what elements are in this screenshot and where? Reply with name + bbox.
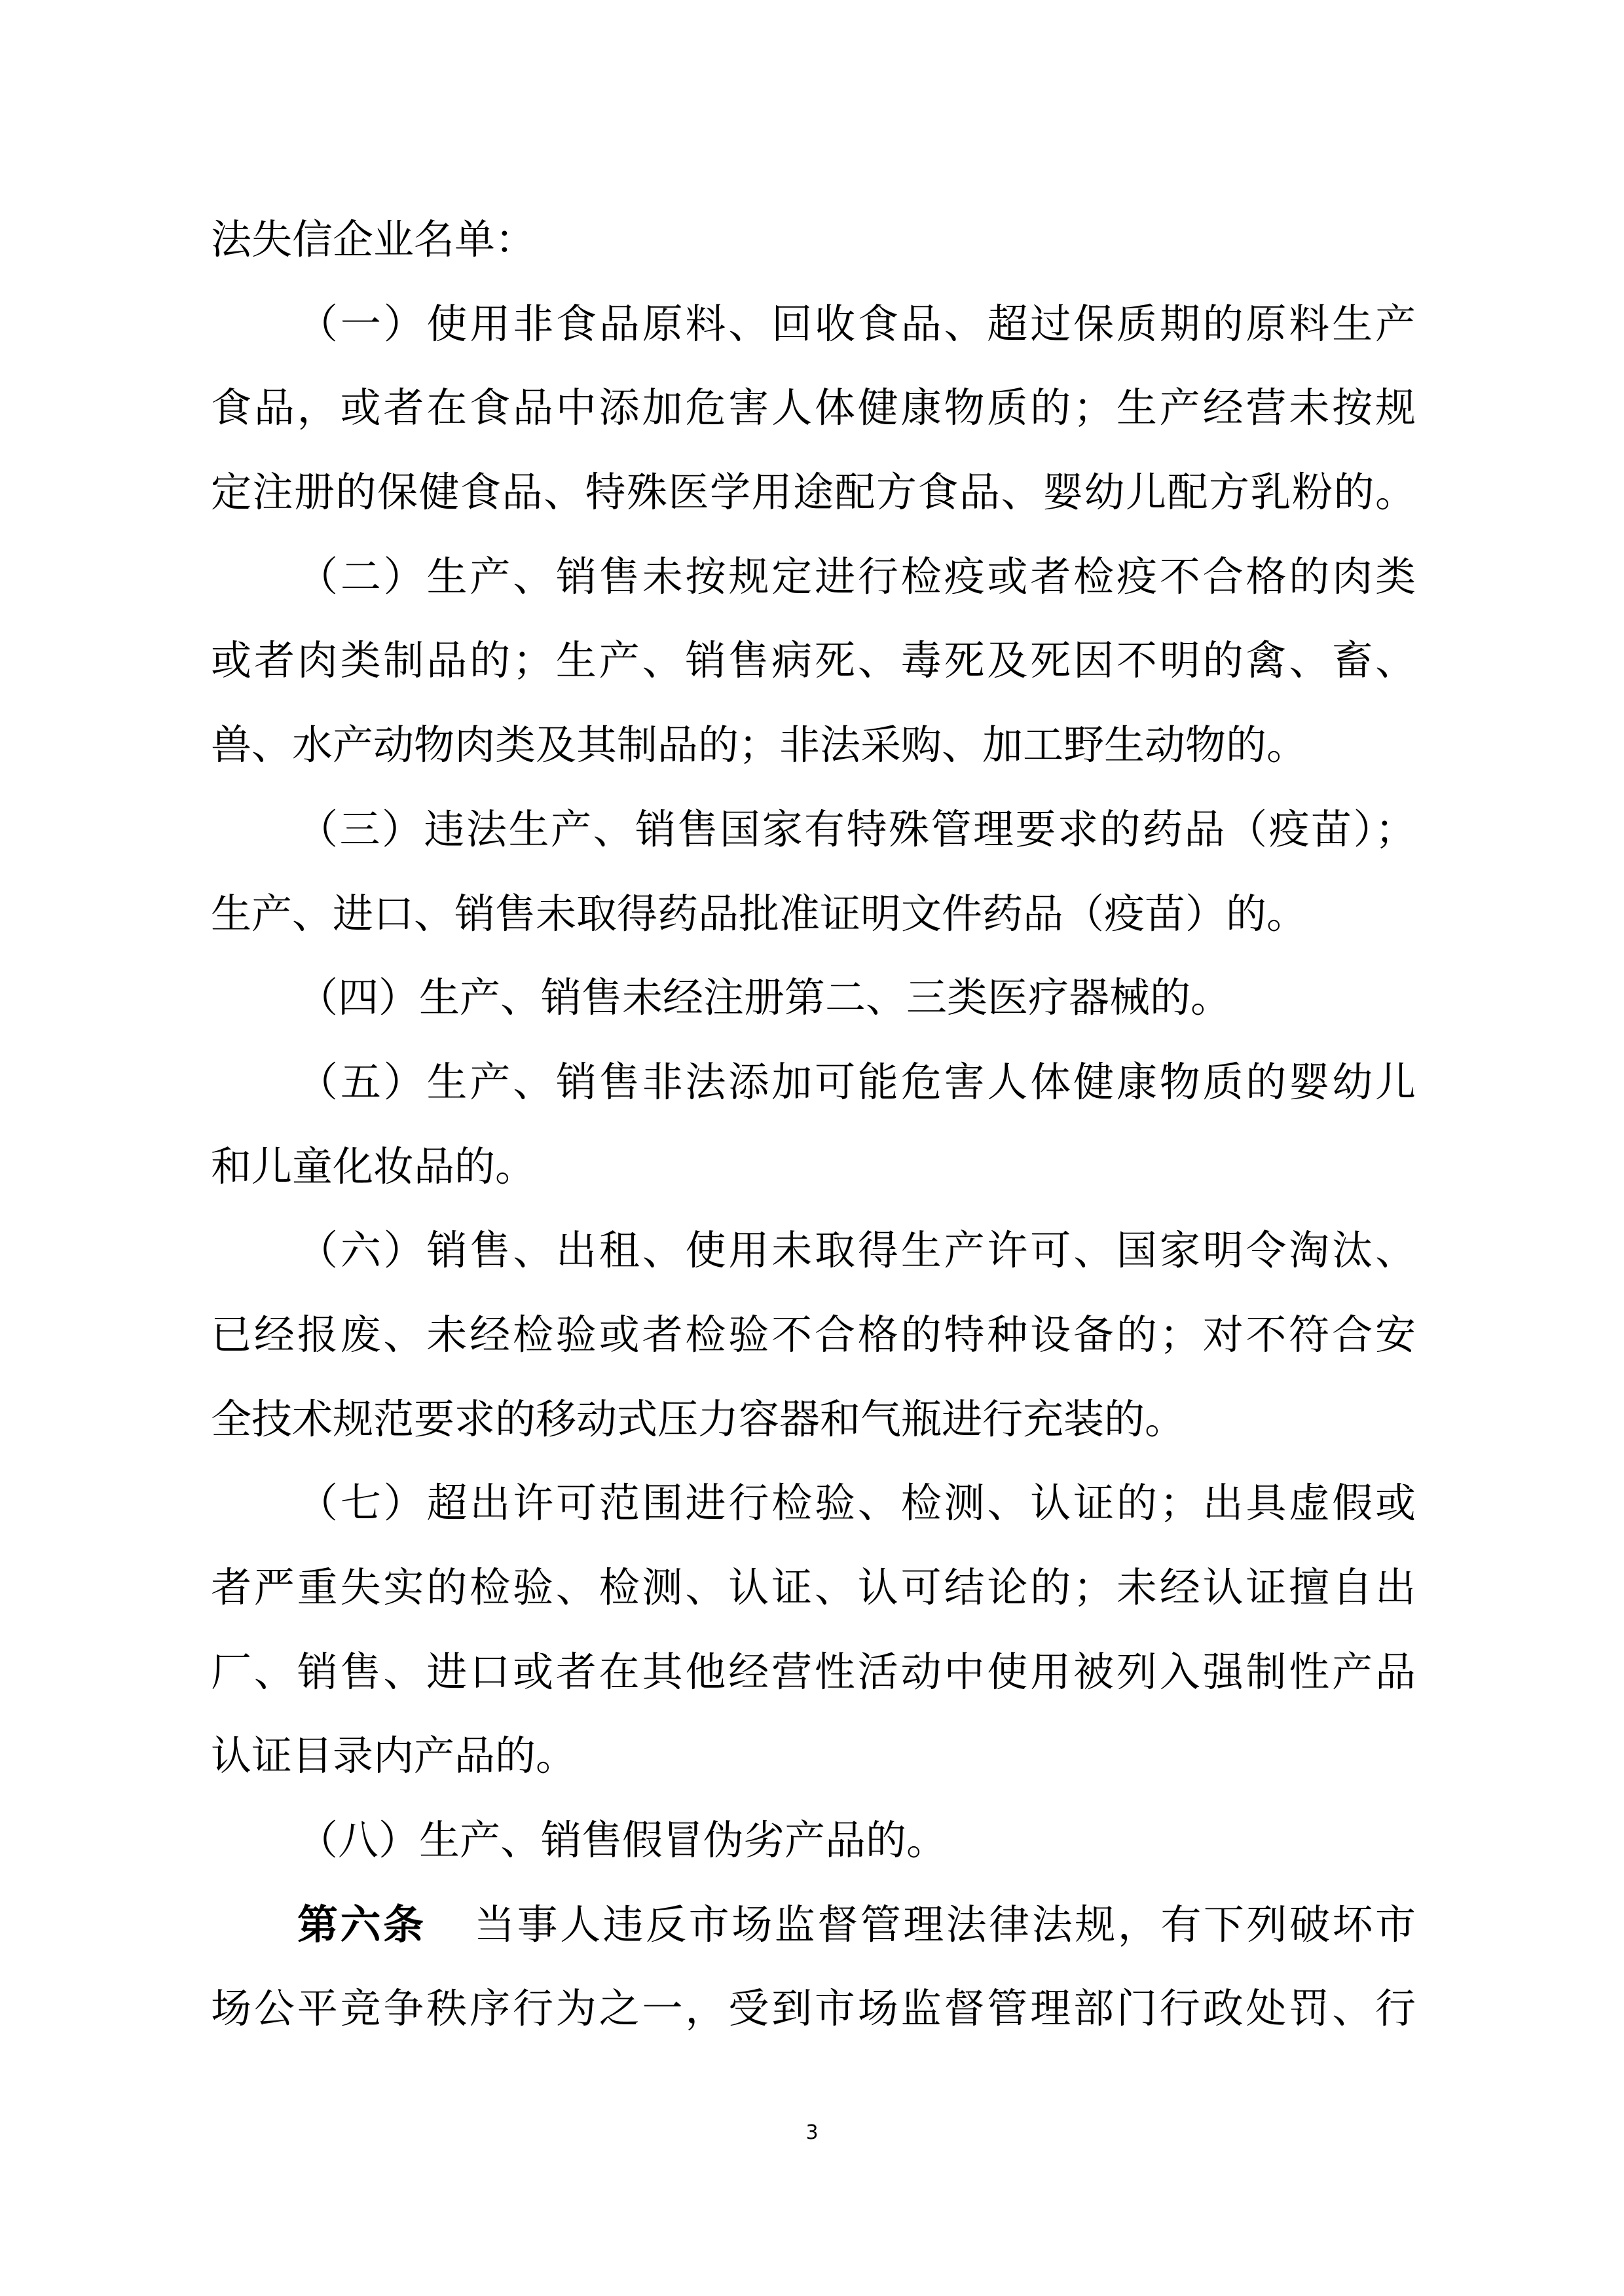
text-line: 全技术规范要求的移动式压力容器和气瓶进行充装的。 xyxy=(211,1394,1186,1443)
article-text: 当事人违反市场监督管理法律法规，有下列破坏市 xyxy=(471,1900,1416,1948)
text-line: （五）生产、销售非法添加可能危害人体健康物质的婴幼儿 xyxy=(297,1057,1416,1106)
text-line: 已经报废、未经检验或者检验不合格的特种设备的；对不符合安 xyxy=(211,1310,1416,1358)
text-line: 定注册的保健食品、特殊医学用途配方食品、婴幼儿配方乳粉的。 xyxy=(211,468,1416,517)
text-line: （四）生产、销售未经注册第二、三类医疗器械的。 xyxy=(297,974,1232,1022)
text-line: （一）使用非食品原料、回收食品、超过保质期的原料生产 xyxy=(297,299,1416,348)
text-line: 生产、进口、销售未取得药品批准证明文件药品（疫苗）的。 xyxy=(211,889,1308,938)
text-line: （八）生产、销售假冒伪劣产品的。 xyxy=(297,1816,948,1865)
text-line: 者严重失实的检验、检测、认证、认可结论的；未经认证擅自出 xyxy=(211,1563,1416,1611)
article-six-line xyxy=(211,1893,1416,1978)
text-line: （七）超出许可范围进行检验、检测、认证的；出具虚假或 xyxy=(297,1479,1416,1527)
text-line: 或者肉类制品的；生产、销售病死、毒死及死因不明的禽、畜、 xyxy=(211,636,1416,685)
article-label: 第六条 xyxy=(297,1900,426,1948)
text-line: 场公平竞争秩序行为之一，受到市场监督管理部门行政处罚、行 xyxy=(211,1984,1416,2033)
text-line: 法失信企业名单： xyxy=(211,215,536,263)
document-body xyxy=(211,208,1416,2062)
text-line: 厂、销售、进口或者在其他经营性活动中使用被列入强制性产品 xyxy=(211,1647,1416,1696)
text-line: （六）销售、出租、使用未取得生产许可、国家明令淘汰、 xyxy=(297,1226,1416,1275)
page-number: 3 xyxy=(805,2121,819,2144)
text-line: 兽、水产动物肉类及其制品的；非法采购、加工野生动物的。 xyxy=(211,721,1308,769)
text-line: （三）违法生产、销售国家有特殊管理要求的药品（疫苗）； xyxy=(297,805,1416,853)
text-line: （二）生产、销售未按规定进行检疫或者检疫不合格的肉类 xyxy=(297,552,1416,600)
text-line: 认证目录内产品的。 xyxy=(211,1732,577,1780)
text-line: 和儿童化妆品的。 xyxy=(211,1142,536,1190)
text-line: 食品，或者在食品中添加危害人体健康物质的；生产经营未按规 xyxy=(211,384,1416,432)
